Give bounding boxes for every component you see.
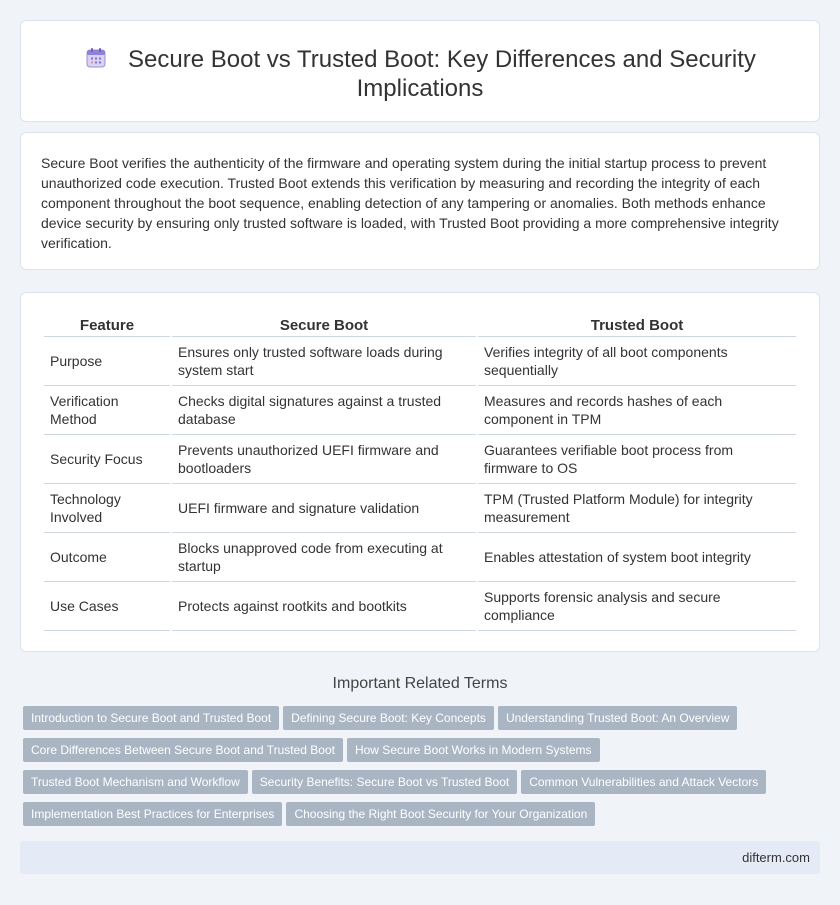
intro-card: [20, 132, 820, 270]
table-row: [44, 386, 796, 435]
row-secure-boot: Ensures only trusted software loads during system start: [172, 337, 476, 386]
row-secure-boot: UEFI firmware and signature validation: [172, 484, 476, 533]
page-title: [21, 45, 819, 103]
row-secure-boot: Blocks unapproved code from executing at startup: [172, 533, 476, 582]
intro-text: Secure Boot verifies the authenticity of the firmware and operating system during the initial startup process to prevent unauthorized code execution. Trusted Boot extends this verification by measuring and recording the integrity of each component throughout the boot sequence, enabling detection of any tampering or anomalies. Both methods enhance device security by ensuring only trusted software is loaded, with Trusted Boot providing a more comprehensive integrity verification.: [41, 155, 779, 251]
table-row: [44, 582, 796, 631]
row-secure-boot: Protects against rootkits and bootkits: [172, 582, 476, 631]
footer-site-link[interactable]: difterm.com: [742, 850, 810, 865]
row-feature: Security Focus: [44, 435, 170, 484]
row-trusted-boot: Guarantees verifiable boot process from firmware to OS: [478, 435, 796, 484]
related-term-tag[interactable]: Implementation Best Practices for Enterprises: [23, 802, 282, 826]
table-row: [44, 533, 796, 582]
table-header-row: [44, 313, 796, 337]
row-trusted-boot: Measures and records hashes of each component in TPM: [478, 386, 796, 435]
row-secure-boot: Prevents unauthorized UEFI firmware and bootloaders: [172, 435, 476, 484]
comparison-table: [42, 313, 798, 631]
row-feature: Use Cases: [44, 582, 170, 631]
related-term-tag[interactable]: Defining Secure Boot: Key Concepts: [283, 706, 494, 730]
header-trusted-boot: Trusted Boot: [478, 313, 796, 337]
comparison-table-card: [20, 292, 820, 652]
related-term-tag[interactable]: Understanding Trusted Boot: An Overview: [498, 706, 737, 730]
table-row: [44, 435, 796, 484]
page-title-text: Secure Boot vs Trusted Boot: Key Differences and Security Implications: [128, 46, 756, 102]
calendar-icon: [84, 46, 108, 70]
row-feature: Verification Method: [44, 386, 170, 435]
table-row: [44, 337, 796, 386]
related-terms-list: [23, 706, 823, 834]
related-term-tag[interactable]: Trusted Boot Mechanism and Workflow: [23, 770, 248, 794]
related-term-tag[interactable]: Security Benefits: Secure Boot vs Trusted Boot: [252, 770, 517, 794]
header-card: [20, 20, 820, 122]
row-trusted-boot: Enables attestation of system boot integrity: [478, 533, 796, 582]
related-term-tag[interactable]: Introduction to Secure Boot and Trusted Boot: [23, 706, 279, 730]
row-feature: Outcome: [44, 533, 170, 582]
row-trusted-boot: Supports forensic analysis and secure compliance: [478, 582, 796, 631]
related-terms-title: Important Related Terms: [332, 675, 508, 692]
header-secure-boot: Secure Boot: [172, 313, 476, 337]
row-feature: Purpose: [44, 337, 170, 386]
related-term-tag[interactable]: How Secure Boot Works in Modern Systems: [347, 738, 600, 762]
related-term-tag[interactable]: Choosing the Right Boot Security for Your Organization: [286, 802, 595, 826]
row-feature: Technology Involved: [44, 484, 170, 533]
table-row: [44, 484, 796, 533]
related-term-tag[interactable]: Common Vulnerabilities and Attack Vectors: [521, 770, 766, 794]
row-trusted-boot: Verifies integrity of all boot components sequentially: [478, 337, 796, 386]
row-trusted-boot: TPM (Trusted Platform Module) for integrity measurement: [478, 484, 796, 533]
row-secure-boot: Checks digital signatures against a trusted database: [172, 386, 476, 435]
related-term-tag[interactable]: Core Differences Between Secure Boot and Trusted Boot: [23, 738, 343, 762]
header-feature: Feature: [44, 313, 170, 337]
footer: [20, 841, 820, 874]
